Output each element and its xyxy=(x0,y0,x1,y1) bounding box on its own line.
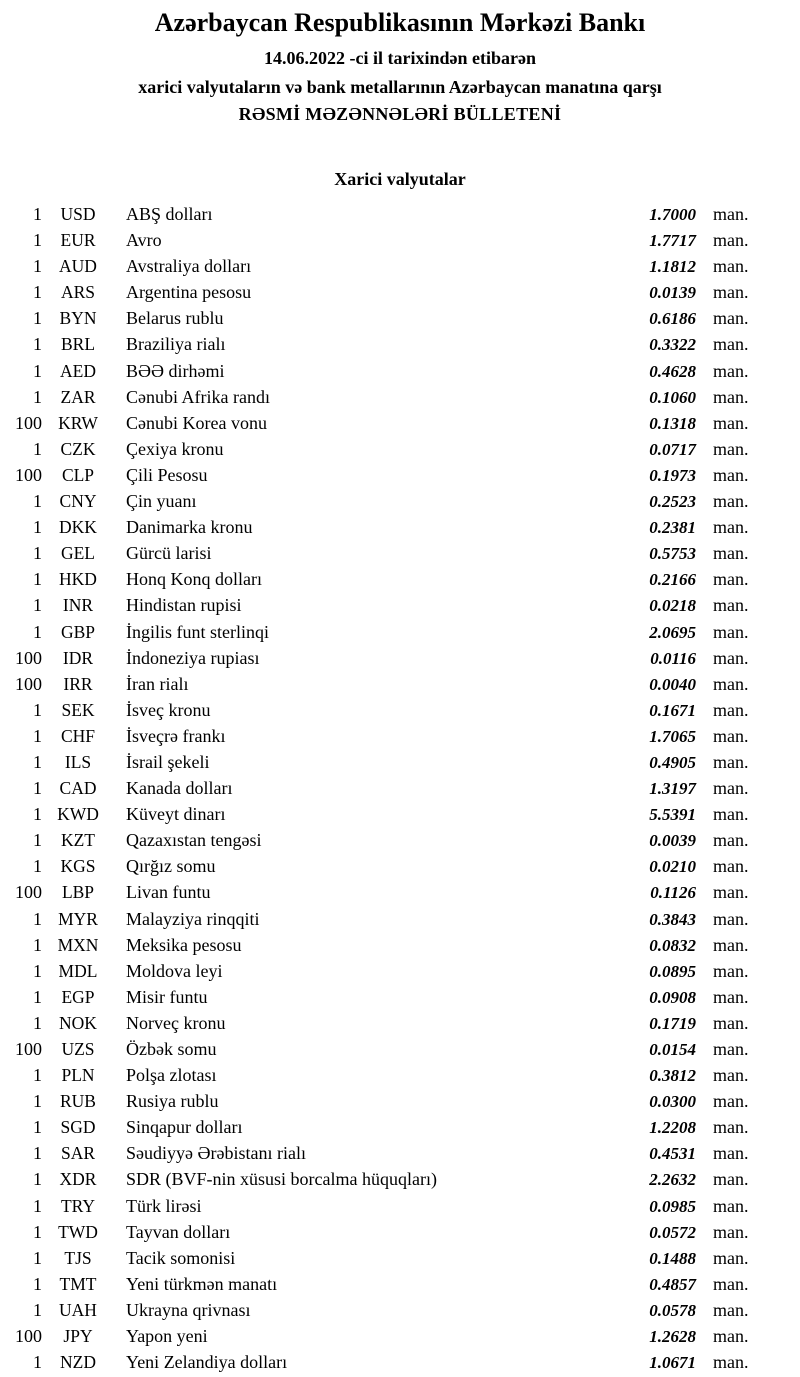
rate-row xyxy=(0,1114,800,1140)
currency-name: Misir funtu xyxy=(126,986,208,1007)
unit-label: man. xyxy=(713,1169,749,1190)
rate-row xyxy=(0,879,800,905)
unit-label: man. xyxy=(713,621,749,642)
quantity: 1 xyxy=(33,1012,42,1033)
rate-value: 0.1318 xyxy=(649,413,696,433)
currency-name: İsveçrə frankı xyxy=(126,725,226,746)
unit-label: man. xyxy=(713,778,749,799)
quantity: 1 xyxy=(33,1169,42,1190)
currency-name: Polşa zlotası xyxy=(126,1065,217,1086)
rate-row xyxy=(0,1010,800,1036)
quantity: 1 xyxy=(33,1247,42,1268)
quantity: 1 xyxy=(33,1065,42,1086)
rate-value: 0.3843 xyxy=(649,909,696,929)
rate-value: 2.0695 xyxy=(649,622,696,642)
unit-label: man. xyxy=(713,856,749,877)
currency-name: Qırğız somu xyxy=(126,856,216,877)
currency-name: İran rialı xyxy=(126,673,189,694)
quantity: 1 xyxy=(33,204,42,224)
unit-label: man. xyxy=(713,908,749,929)
quantity: 1 xyxy=(33,1221,42,1242)
rate-row xyxy=(0,775,800,801)
rate-row xyxy=(0,906,800,932)
unit-label: man. xyxy=(713,1299,749,1320)
quantity: 1 xyxy=(33,491,42,512)
currency-name: Tacik somonisi xyxy=(126,1247,236,1268)
unit-label: man. xyxy=(713,882,749,903)
rate-value: 0.5753 xyxy=(649,544,696,564)
currency-name: İndoneziya rupiası xyxy=(126,647,260,668)
bank-title: Azərbaycan Respublikasının Mərkəzi Bankı xyxy=(154,8,646,37)
currency-code: CAD xyxy=(59,778,97,799)
quantity: 100 xyxy=(15,673,42,694)
rate-row xyxy=(0,462,800,488)
unit-label: man. xyxy=(713,464,749,485)
rate-row xyxy=(0,540,800,566)
currency-code: JPY xyxy=(63,1326,93,1347)
rate-value: 1.2628 xyxy=(649,1327,696,1347)
currency-code: NZD xyxy=(60,1352,96,1373)
rate-row xyxy=(0,853,800,879)
rate-row xyxy=(0,279,800,305)
currency-code: SGD xyxy=(60,1117,96,1138)
unit-label: man. xyxy=(713,569,749,590)
unit-label: man. xyxy=(713,934,749,955)
currency-name: Avro xyxy=(126,230,162,251)
currency-code: KWD xyxy=(57,804,99,825)
rate-row xyxy=(0,436,800,462)
quantity: 1 xyxy=(33,725,42,746)
unit-label: man. xyxy=(713,1352,749,1373)
quantity: 1 xyxy=(33,804,42,825)
quantity: 1 xyxy=(33,699,42,720)
unit-label: man. xyxy=(713,204,749,224)
currency-code: MXN xyxy=(57,934,99,955)
currency-code: CLP xyxy=(61,464,95,485)
currency-code: BRL xyxy=(60,334,96,355)
currency-code: MYR xyxy=(58,908,98,929)
rate-row xyxy=(0,358,800,384)
currency-name: Çili Pesosu xyxy=(126,464,208,485)
currency-code: AED xyxy=(60,360,96,381)
quantity: 1 xyxy=(33,1299,42,1320)
currency-name: Küveyt dinarı xyxy=(126,804,226,825)
rate-row xyxy=(0,1193,800,1219)
rate-row xyxy=(0,723,800,749)
rate-row xyxy=(0,201,800,227)
currency-code: BYN xyxy=(59,308,97,329)
unit-label: man. xyxy=(713,1326,749,1347)
quantity: 1 xyxy=(33,1195,42,1216)
currency-name: Səudiyyə Ərəbistanı rialı xyxy=(126,1143,306,1164)
currency-code: HKD xyxy=(59,569,97,590)
quantity: 1 xyxy=(33,282,42,303)
rate-value: 0.0139 xyxy=(649,283,696,303)
currency-code: ILS xyxy=(64,751,92,772)
rate-row xyxy=(0,1088,800,1114)
currency-name: İngilis funt sterlinqi xyxy=(126,621,269,642)
currency-name: SDR (BVF-nin xüsusi borcalma hüquqları) xyxy=(126,1169,437,1190)
rate-row xyxy=(0,410,800,436)
rate-value: 0.0832 xyxy=(649,935,696,955)
currency-name: Cənubi Afrika randı xyxy=(126,386,270,407)
rate-value: 5.5391 xyxy=(649,805,696,825)
rate-row xyxy=(0,253,800,279)
rate-value: 0.3812 xyxy=(649,1066,696,1086)
currency-code: EUR xyxy=(60,230,96,251)
rate-value: 2.2632 xyxy=(649,1170,696,1190)
rate-row xyxy=(0,619,800,645)
section-title-foreign-currencies: Xarici valyutalar xyxy=(334,169,466,189)
document-header xyxy=(0,0,800,125)
rate-row xyxy=(0,1062,800,1088)
currency-code: GEL xyxy=(60,543,96,564)
rate-row xyxy=(0,488,800,514)
currency-code: ARS xyxy=(60,282,96,303)
currency-name: Honq Konq dolları xyxy=(126,569,262,590)
rate-value: 0.1671 xyxy=(649,700,696,720)
quantity: 1 xyxy=(33,569,42,590)
rate-row xyxy=(0,331,800,357)
currency-code: TMT xyxy=(59,1273,97,1294)
rate-row xyxy=(0,305,800,331)
unit-label: man. xyxy=(713,360,749,381)
rate-value: 0.0040 xyxy=(649,674,696,694)
rate-value: 0.4628 xyxy=(649,361,696,381)
currency-code: LBP xyxy=(61,882,95,903)
rate-value: 0.0985 xyxy=(649,1196,696,1216)
currency-code: KZT xyxy=(60,830,96,851)
rate-row xyxy=(0,1219,800,1245)
currency-name: Moldova leyi xyxy=(126,960,223,981)
currency-code: INR xyxy=(62,595,94,616)
quantity: 100 xyxy=(15,464,42,485)
currency-code: IDR xyxy=(62,647,94,668)
unit-label: man. xyxy=(713,1012,749,1033)
quantity: 1 xyxy=(33,386,42,407)
rate-value: 0.0116 xyxy=(650,648,696,668)
currency-name: Livan funtu xyxy=(126,882,211,903)
currency-name: Braziliya rialı xyxy=(126,334,226,355)
currency-name: Malayziya rinqqiti xyxy=(126,908,260,929)
unit-label: man. xyxy=(713,1195,749,1216)
rate-value: 0.0572 xyxy=(649,1222,696,1242)
currency-code: TRY xyxy=(60,1195,96,1216)
unit-label: man. xyxy=(713,1091,749,1112)
rate-row xyxy=(0,1297,800,1323)
rate-value: 0.1060 xyxy=(649,387,696,407)
currency-name: Gürcü larisi xyxy=(126,543,212,564)
rate-row xyxy=(0,1349,800,1375)
quantity: 1 xyxy=(33,308,42,329)
quantity: 1 xyxy=(33,360,42,381)
unit-label: man. xyxy=(713,386,749,407)
unit-label: man. xyxy=(713,438,749,459)
rate-value: 0.0578 xyxy=(649,1300,696,1320)
rate-row xyxy=(0,514,800,540)
currency-code: UAH xyxy=(59,1299,97,1320)
rate-value: 1.7000 xyxy=(649,205,696,224)
unit-label: man. xyxy=(713,491,749,512)
unit-label: man. xyxy=(713,308,749,329)
unit-label: man. xyxy=(713,412,749,433)
currency-name: Avstraliya dolları xyxy=(126,256,252,277)
rate-value: 0.1973 xyxy=(649,465,696,485)
currency-code: GBP xyxy=(60,621,96,642)
rate-row xyxy=(0,827,800,853)
quantity: 1 xyxy=(33,334,42,355)
currency-code: SAR xyxy=(60,1143,96,1164)
rate-value: 0.4531 xyxy=(649,1144,696,1164)
quantity: 1 xyxy=(33,595,42,616)
quantity: 1 xyxy=(33,1117,42,1138)
currency-name: Çexiya kronu xyxy=(126,438,224,459)
rate-value: 0.2381 xyxy=(649,518,696,538)
quantity: 1 xyxy=(33,908,42,929)
rate-value: 0.0210 xyxy=(649,857,696,877)
unit-label: man. xyxy=(713,830,749,851)
rate-value: 1.0671 xyxy=(649,1353,696,1373)
quantity: 100 xyxy=(15,1039,42,1059)
quantity: 100 xyxy=(15,647,42,668)
quantity: 1 xyxy=(33,856,42,877)
rate-value: 0.3322 xyxy=(649,335,696,355)
currency-code: NOK xyxy=(59,1012,97,1033)
currency-name: İsveç kronu xyxy=(126,699,211,720)
unit-label: man. xyxy=(713,1039,749,1059)
quantity: 1 xyxy=(33,1273,42,1294)
quantity: 1 xyxy=(33,230,42,251)
bulletin-title: RƏSMİ MƏZƏNNƏLƏRİ BÜLLETENİ xyxy=(238,104,562,124)
unit-label: man. xyxy=(713,986,749,1007)
unit-label: man. xyxy=(713,1273,749,1294)
currency-name: Sinqapur dolları xyxy=(126,1117,243,1138)
currency-name: Meksika pesosu xyxy=(126,934,242,955)
quantity: 1 xyxy=(33,1352,42,1373)
currency-name: Argentina pesosu xyxy=(126,282,252,303)
rate-row xyxy=(0,958,800,984)
rate-row xyxy=(0,384,800,410)
rate-value: 1.2208 xyxy=(649,1118,696,1138)
currency-name: Çin yuanı xyxy=(126,491,197,512)
currency-name: Tayvan dolları xyxy=(126,1221,231,1242)
rate-row xyxy=(0,671,800,697)
unit-label: man. xyxy=(713,543,749,564)
unit-label: man. xyxy=(713,673,749,694)
currency-name: Qazaxıstan tengəsi xyxy=(126,830,262,851)
unit-label: man. xyxy=(713,1065,749,1086)
currency-code: TJS xyxy=(64,1247,92,1268)
unit-label: man. xyxy=(713,256,749,277)
unit-label: man. xyxy=(713,282,749,303)
unit-label: man. xyxy=(713,1221,749,1242)
currency-code: CHF xyxy=(60,725,96,746)
rate-row xyxy=(0,1166,800,1192)
rate-row xyxy=(0,932,800,958)
rate-value: 0.0039 xyxy=(649,831,696,851)
rate-row xyxy=(0,1271,800,1297)
currency-name: Cənubi Korea vonu xyxy=(126,412,267,433)
rate-row xyxy=(0,1245,800,1271)
unit-label: man. xyxy=(713,517,749,538)
quantity: 1 xyxy=(33,960,42,981)
unit-label: man. xyxy=(713,334,749,355)
unit-label: man. xyxy=(713,804,749,825)
currency-code: DKK xyxy=(59,517,97,538)
rate-row xyxy=(0,1140,800,1166)
rate-value: 1.7717 xyxy=(649,231,696,251)
currency-code: TWD xyxy=(58,1221,98,1242)
quantity: 100 xyxy=(15,1326,42,1347)
currency-code: SEK xyxy=(61,699,95,720)
currency-code: RUB xyxy=(60,1091,96,1112)
rate-value: 0.0717 xyxy=(649,439,696,459)
rate-value: 0.1719 xyxy=(649,1013,696,1033)
currency-name: İsrail şekeli xyxy=(126,751,210,772)
quantity: 1 xyxy=(33,778,42,799)
currency-name: Norveç kronu xyxy=(126,1012,226,1033)
rate-value: 1.1812 xyxy=(649,257,696,277)
currency-name: Türk lirəsi xyxy=(126,1195,202,1216)
unit-label: man. xyxy=(713,960,749,981)
currency-code: CZK xyxy=(60,438,96,459)
quantity: 100 xyxy=(15,882,42,903)
quantity: 1 xyxy=(33,1143,42,1164)
unit-label: man. xyxy=(713,699,749,720)
rate-row xyxy=(0,1323,800,1349)
currency-name: Yeni Zelandiya dolları xyxy=(126,1352,288,1373)
currency-code: ZAR xyxy=(60,386,96,407)
rate-value: 1.7065 xyxy=(649,726,696,746)
currency-code: MDL xyxy=(58,960,98,981)
currency-name: Hindistan rupisi xyxy=(126,595,242,616)
rate-row xyxy=(0,749,800,775)
rate-value: 0.0895 xyxy=(649,961,696,981)
effective-date-line: 14.06.2022 -ci il tarixindən etibarən xyxy=(264,48,536,68)
currency-code: AUD xyxy=(59,256,97,277)
exchange-rates-table xyxy=(0,201,800,1375)
quantity: 100 xyxy=(15,412,42,433)
currency-name: Yapon yeni xyxy=(126,1326,208,1347)
currency-code: KRW xyxy=(58,412,98,433)
subtitle-line: xarici valyutaların və bank metallarının Azərbaycan manatına qarşı xyxy=(138,77,662,97)
rate-value: 0.2166 xyxy=(649,570,696,590)
quantity: 1 xyxy=(33,986,42,1007)
quantity: 1 xyxy=(33,517,42,538)
rate-row xyxy=(0,984,800,1010)
rate-row xyxy=(0,645,800,671)
quantity: 1 xyxy=(33,934,42,955)
quantity: 1 xyxy=(33,256,42,277)
rate-value: 0.4857 xyxy=(649,1274,696,1294)
rate-value: 0.1126 xyxy=(650,883,696,903)
currency-name: Danimarka kronu xyxy=(126,517,253,538)
quantity: 1 xyxy=(33,621,42,642)
currency-name: ABŞ dolları xyxy=(126,204,213,224)
unit-label: man. xyxy=(713,725,749,746)
currency-code: CNY xyxy=(59,491,97,512)
rate-value: 0.0154 xyxy=(649,1040,696,1059)
rate-row xyxy=(0,592,800,618)
quantity: 1 xyxy=(33,751,42,772)
currency-name: Belarus rublu xyxy=(126,308,224,329)
quantity: 1 xyxy=(33,1091,42,1112)
rate-value: 0.0300 xyxy=(649,1092,696,1112)
currency-name: Rusiya rublu xyxy=(126,1091,219,1112)
rate-value: 0.6186 xyxy=(649,309,696,329)
rate-value: 1.3197 xyxy=(649,779,696,799)
rate-value: 0.0908 xyxy=(649,987,696,1007)
currency-code: USD xyxy=(60,204,96,224)
rate-row xyxy=(0,566,800,592)
currency-code: XDR xyxy=(59,1169,97,1190)
currency-code: KGS xyxy=(60,856,96,877)
unit-label: man. xyxy=(713,230,749,251)
rate-row xyxy=(0,801,800,827)
currency-code: PLN xyxy=(61,1065,95,1086)
quantity: 1 xyxy=(33,543,42,564)
unit-label: man. xyxy=(713,647,749,668)
currency-name: Ukrayna qrivnası xyxy=(126,1299,251,1320)
currency-name: Özbək somu xyxy=(126,1039,217,1059)
currency-code: UZS xyxy=(61,1039,95,1059)
currency-name: Yeni türkmən manatı xyxy=(126,1273,278,1294)
rate-value: 0.0218 xyxy=(649,596,696,616)
unit-label: man. xyxy=(713,595,749,616)
currency-name: Kanada dolları xyxy=(126,778,233,799)
currency-code: IRR xyxy=(63,673,93,694)
currency-code: EGP xyxy=(61,986,95,1007)
rate-value: 0.1488 xyxy=(649,1248,696,1268)
rate-value: 0.2523 xyxy=(649,492,696,512)
unit-label: man. xyxy=(713,1143,749,1164)
rate-row xyxy=(0,227,800,253)
rate-value: 0.4905 xyxy=(649,752,696,772)
rate-row xyxy=(0,697,800,723)
unit-label: man. xyxy=(713,751,749,772)
unit-label: man. xyxy=(713,1117,749,1138)
quantity: 1 xyxy=(33,438,42,459)
rate-row xyxy=(0,1036,800,1062)
quantity: 1 xyxy=(33,830,42,851)
currency-name: BƏƏ dirhəmi xyxy=(126,360,225,381)
unit-label: man. xyxy=(713,1247,749,1268)
